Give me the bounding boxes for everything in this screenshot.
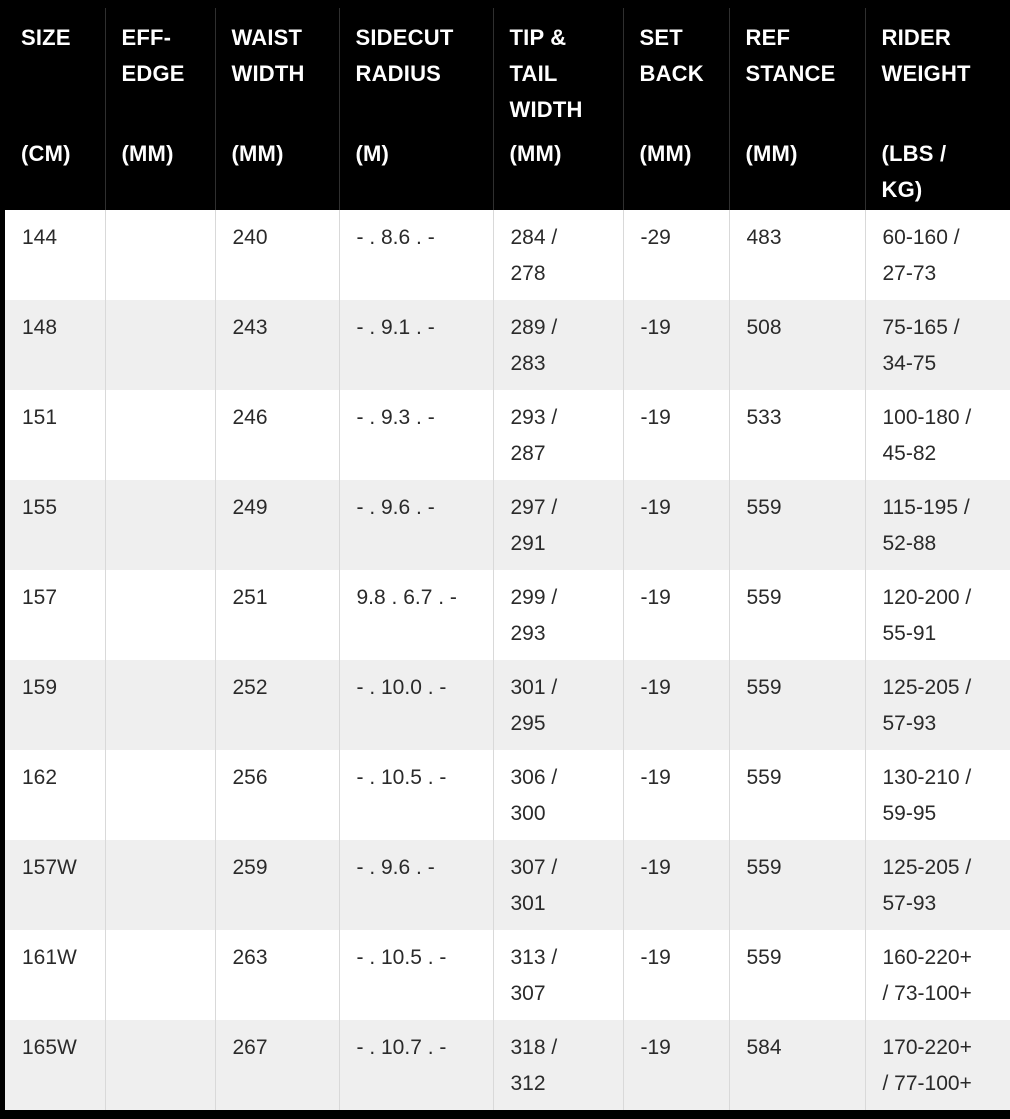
table-cell-set-back: -19 (623, 1020, 729, 1110)
table-cell-tip-tail-width: 297 / 291 (493, 480, 623, 570)
table-cell-eff-edge (105, 930, 215, 1020)
table-row (5, 750, 1010, 840)
table-row (5, 1020, 1010, 1110)
column-header-ref-stance (729, 8, 865, 210)
table-cell-ref-stance: 508 (729, 300, 865, 390)
table-cell-eff-edge (105, 750, 215, 840)
table-cell-ref-stance: 559 (729, 480, 865, 570)
table-cell-sidecut-radius: - . 8.6 . - (339, 210, 493, 300)
table-cell-rider-weight: 125-205 / 57-93 (865, 840, 1010, 930)
table-cell-set-back: -19 (623, 660, 729, 750)
table-cell-ref-stance: 559 (729, 840, 865, 930)
column-header-label: SET BACK (639, 25, 704, 86)
table-cell-waist-width: 256 (215, 750, 339, 840)
table-cell-ref-stance: 483 (729, 210, 865, 300)
table-cell-size: 151 (5, 390, 105, 480)
table-cell-sidecut-radius: - . 9.6 . - (339, 480, 493, 570)
column-header-size (5, 8, 105, 210)
column-header-tip-tail-width (493, 8, 623, 210)
table-cell-tip-tail-width: 306 / 300 (493, 750, 623, 840)
table-cell-rider-weight: 60-160 / 27-73 (865, 210, 1010, 300)
column-header-unit: (MM) (231, 141, 284, 166)
column-header-unit: (MM) (639, 141, 692, 166)
table-header (5, 8, 1010, 210)
table-cell-waist-width: 263 (215, 930, 339, 1020)
table-cell-sidecut-radius: - . 9.1 . - (339, 300, 493, 390)
table-row (5, 840, 1010, 930)
table-cell-tip-tail-width: 289 / 283 (493, 300, 623, 390)
table-cell-ref-stance: 559 (729, 750, 865, 840)
column-header-unit: (MM) (745, 141, 798, 166)
table-cell-sidecut-radius: - . 9.6 . - (339, 840, 493, 930)
table-cell-ref-stance: 584 (729, 1020, 865, 1110)
table-cell-sidecut-radius: - . 10.0 . - (339, 660, 493, 750)
table-cell-size: 161W (5, 930, 105, 1020)
column-header-eff-edge (105, 8, 215, 210)
table-cell-sidecut-radius: - . 10.5 . - (339, 930, 493, 1020)
column-header-label: SIZE (21, 25, 71, 50)
table-cell-ref-stance: 559 (729, 930, 865, 1020)
column-header-unit: (MM) (121, 141, 174, 166)
table-cell-waist-width: 243 (215, 300, 339, 390)
table-cell-eff-edge (105, 1020, 215, 1110)
table-cell-rider-weight: 120-200 / 55-91 (865, 570, 1010, 660)
table-cell-waist-width: 252 (215, 660, 339, 750)
table-cell-waist-width: 251 (215, 570, 339, 660)
table-cell-tip-tail-width: 313 / 307 (493, 930, 623, 1020)
table-cell-eff-edge (105, 390, 215, 480)
table-cell-rider-weight: 125-205 / 57-93 (865, 660, 1010, 750)
table-row (5, 480, 1010, 570)
table-cell-sidecut-radius: 9.8 . 6.7 . - (339, 570, 493, 660)
table-cell-set-back: -19 (623, 390, 729, 480)
column-header-label: RIDER WEIGHT (881, 25, 971, 86)
table-cell-sidecut-radius: - . 10.5 . - (339, 750, 493, 840)
column-header-label: EFF- EDGE (121, 25, 185, 86)
table-row (5, 300, 1010, 390)
table-cell-rider-weight: 115-195 / 52-88 (865, 480, 1010, 570)
table-cell-rider-weight: 130-210 / 59-95 (865, 750, 1010, 840)
table-row (5, 660, 1010, 750)
table-cell-size: 165W (5, 1020, 105, 1110)
table-cell-rider-weight: 170-220+ / 77-100+ (865, 1020, 1010, 1110)
table-cell-set-back: -19 (623, 930, 729, 1020)
header-row (5, 8, 1010, 210)
table-cell-size: 144 (5, 210, 105, 300)
table-cell-size: 148 (5, 300, 105, 390)
table-cell-sidecut-radius: - . 9.3 . - (339, 390, 493, 480)
spec-table-container (5, 8, 1010, 1119)
column-header-sidecut-radius (339, 8, 493, 210)
table-cell-set-back: -29 (623, 210, 729, 300)
table-cell-tip-tail-width: 301 / 295 (493, 660, 623, 750)
table-cell-ref-stance: 559 (729, 570, 865, 660)
table-cell-set-back: -19 (623, 570, 729, 660)
table-cell-size: 162 (5, 750, 105, 840)
table-cell-set-back: -19 (623, 750, 729, 840)
table-cell-set-back: -19 (623, 480, 729, 570)
column-header-label: WAIST WIDTH (231, 25, 305, 86)
table-row (5, 570, 1010, 660)
table-cell-tip-tail-width: 299 / 293 (493, 570, 623, 660)
column-header-set-back (623, 8, 729, 210)
table-cell-waist-width: 267 (215, 1020, 339, 1110)
column-header-rider-weight (865, 8, 1010, 210)
column-header-unit: (MM) (509, 141, 562, 166)
column-header-unit: (M) (355, 141, 390, 166)
table-body (5, 210, 1010, 1110)
table-cell-size: 155 (5, 480, 105, 570)
table-cell-eff-edge (105, 480, 215, 570)
snowboard-spec-table (5, 8, 1010, 1110)
table-cell-set-back: -19 (623, 300, 729, 390)
table-row (5, 930, 1010, 1020)
column-header-unit: (LBS / KG) (881, 141, 947, 202)
column-header-label: REF STANCE (745, 25, 836, 86)
table-cell-rider-weight: 75-165 / 34-75 (865, 300, 1010, 390)
table-cell-ref-stance: 533 (729, 390, 865, 480)
table-cell-waist-width: 259 (215, 840, 339, 930)
table-cell-rider-weight: 100-180 / 45-82 (865, 390, 1010, 480)
table-cell-ref-stance: 559 (729, 660, 865, 750)
column-header-unit: (CM) (21, 141, 71, 166)
table-cell-size: 157W (5, 840, 105, 930)
table-cell-size: 157 (5, 570, 105, 660)
table-cell-eff-edge (105, 570, 215, 660)
table-cell-eff-edge (105, 210, 215, 300)
table-cell-tip-tail-width: 284 / 278 (493, 210, 623, 300)
table-cell-tip-tail-width: 307 / 301 (493, 840, 623, 930)
table-cell-eff-edge (105, 840, 215, 930)
table-cell-waist-width: 249 (215, 480, 339, 570)
table-cell-waist-width: 240 (215, 210, 339, 300)
table-cell-tip-tail-width: 318 / 312 (493, 1020, 623, 1110)
table-cell-sidecut-radius: - . 10.7 . - (339, 1020, 493, 1110)
table-cell-tip-tail-width: 293 / 287 (493, 390, 623, 480)
table-cell-eff-edge (105, 300, 215, 390)
column-header-label: SIDECUT RADIUS (355, 25, 454, 86)
table-cell-eff-edge (105, 660, 215, 750)
column-header-waist-width (215, 8, 339, 210)
table-cell-set-back: -19 (623, 840, 729, 930)
table-row (5, 390, 1010, 480)
table-cell-waist-width: 246 (215, 390, 339, 480)
column-header-label: TIP & TAIL WIDTH (509, 25, 583, 122)
table-cell-size: 159 (5, 660, 105, 750)
table-row (5, 210, 1010, 300)
table-cell-rider-weight: 160-220+ / 73-100+ (865, 930, 1010, 1020)
